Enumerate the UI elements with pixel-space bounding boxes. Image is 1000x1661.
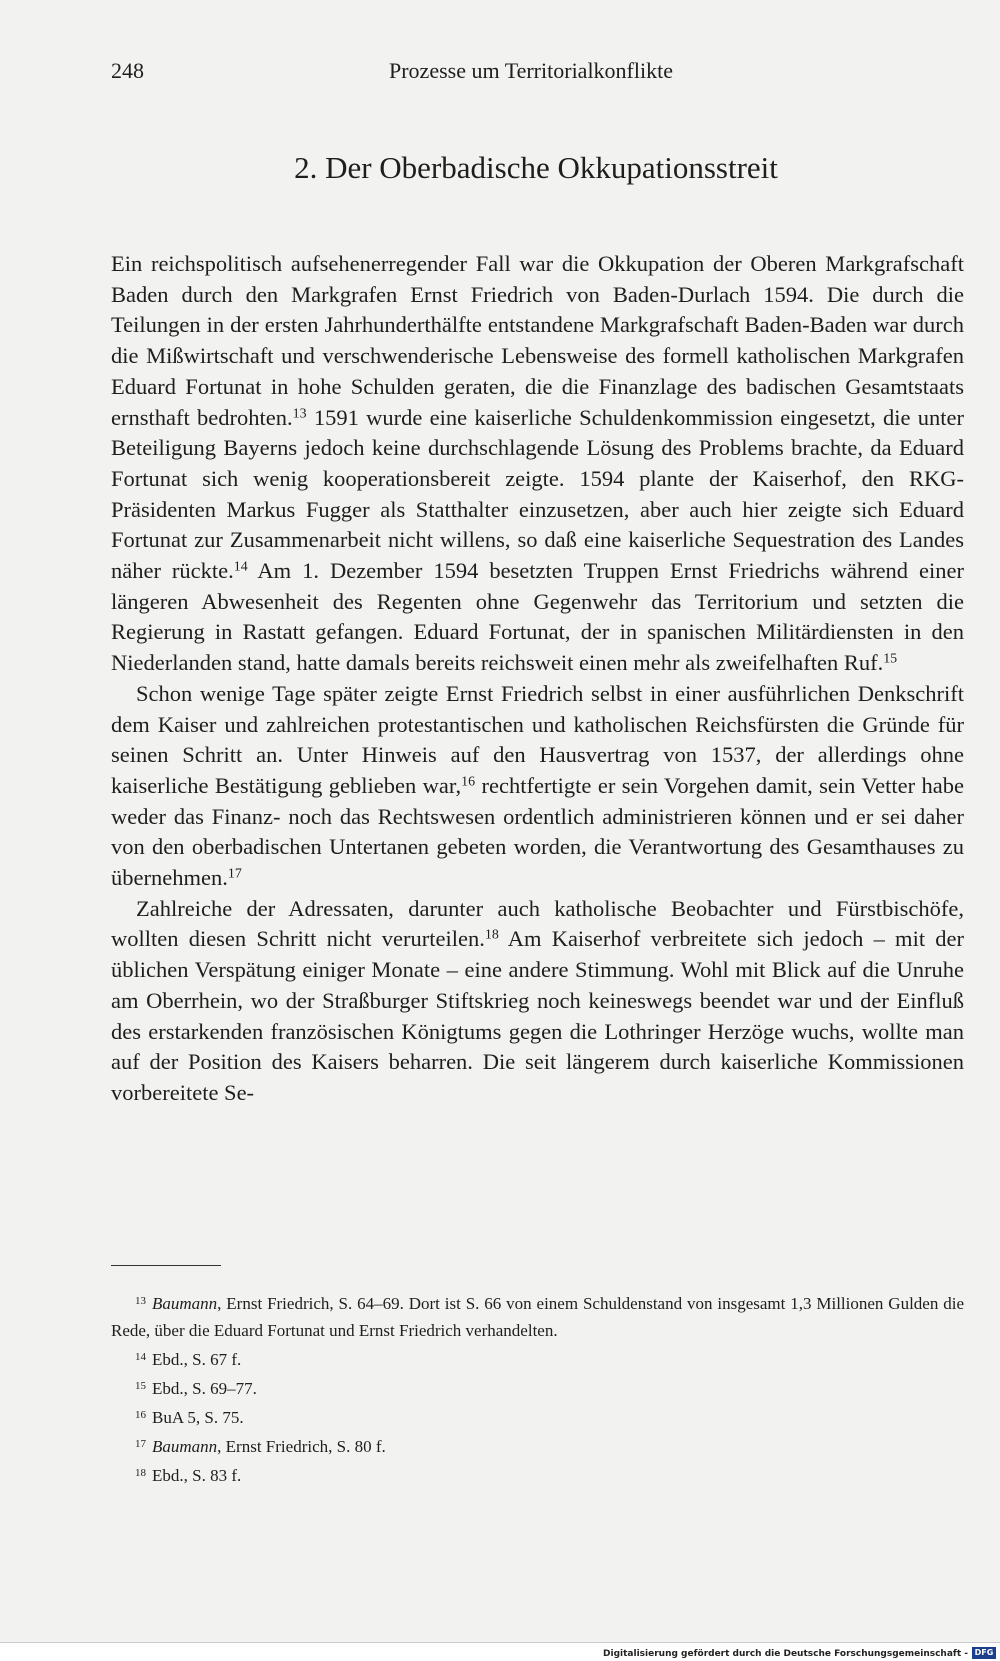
paragraph [111,679,964,894]
text-run: Ein reichspolitisch aufsehenerregender Fall war die Okkupation der Oberen Markgrafschaft Baden durch den Markgrafen Ernst Friedrich von Baden-Durlach 1594. Die durch die Teilungen in der ersten Jahrhunderthälfte entstandene Markgrafschaft Baden-Baden war durch die Mißwirtschaft und verschwenderische Lebensweise des formell katholischen Markgrafen Eduard Fortunat in hohe Schulden geraten, die die Finanzlage des badischen Gesamtstaats ernsthaft bedrohten. [111,251,964,430]
dfg-logo: DFG [972,1647,996,1659]
body-text [111,249,964,1109]
footnote [111,1288,964,1344]
footnote-author: Baumann [152,1437,218,1456]
footnote-text: BuA 5, S. 75. [152,1408,244,1427]
paragraph [111,249,964,679]
page-number: 248 [111,58,144,83]
footnote [111,1460,964,1489]
running-title: Prozesse um Territorialkonflikte [389,58,673,83]
text-run: Schon wenige Tage später zeigte Ernst Friedrich selbst in einer ausführlichen Denkschrift dem Kaiser und zahlreichen protestantischen und katholischen Reichsfürsten die Gründe für seinen Schritt an. Unter Hinweis auf den Hausvertrag von 1537, der allerdings ohne kaiserliche Bestätigung geblieben war, [111,680,964,798]
footnote-text: , Ernst Friedrich, S. 80 f. [217,1437,386,1456]
funding-credit: Digitalisierung gefördert durch die Deutsche Forschungsgemeinschaft - [603,1649,968,1659]
footnote-number: 15 [135,1380,146,1392]
text-run: Zahlreiche der Adressaten, darunter auch katholische Beobachter und Fürstbischöfe, wollten diesen Schritt nicht verurteilen. [111,895,964,952]
footnote-number: 18 [135,1467,146,1479]
footnote-text: Ebd., S. 83 f. [152,1466,242,1485]
text-run: Am Kaiserhof verbreitete sich jedoch – mit der üblichen Verspätung einiger Monate – eine andere Stimmung. Wohl mit Blick auf die Unruhe am Oberrhein, wo der Straßburger Stiftskrieg noch keineswegs beendet war und der Einfluß des erstarkenden französischen Königtums gegen die Lothringer Herzöge wuchs, wollte man auf der Position des Kaisers beharren. Die seit längerem durch kaiserliche Kommissionen vorbereitete Se- [111,926,964,1105]
footnotes [111,1288,964,1489]
footnote-number: 13 [135,1295,146,1307]
text-run: rechtfertigte er sein Vorgehen damit, sein Vetter habe weder das Finanz- noch das Rechtswesen ordentlich administrieren können und er sei daher von den oberbadischen Untertanen gebeten worden, die Verantwortung des Gesamthauses zu übernehmen. [111,772,964,891]
digitization-footer [0,1642,1000,1661]
footnote-text: , Ernst Friedrich, S. 64–69. Dort ist S. 66 von einem Schuldenstand von insgesamt 1,3 Millionen Gulden die Rede, über die Eduard Fortunat und Ernst Friedrich verhandelten. [111,1294,964,1340]
text-run: 1591 wurde eine kaiserliche Schuldenkommission eingesetzt, die unter Beteiligung Bayerns jedoch keine durchschlagende Lösung des Problems brachte, da Eduard Fortunat sich wenig kooperationsbereit zeigte. 1594 plante der Kaiserhof, den RKG-Präsidenten Markus Fugger als Statthalter einzusetzen, aber auch hier zeigte sich Eduard Fortunat zur Zusammenarbeit nicht willens, so daß eine kaiserliche Sequestration des Landes näher rückte. [111,404,964,584]
footnote-author: Baumann [152,1294,218,1313]
footnote-number: 14 [135,1351,146,1363]
footnote-ref[interactable]: 14 [233,559,248,575]
footnote [111,1373,964,1402]
footnote-ref[interactable]: 16 [461,774,476,790]
footnote [111,1402,964,1431]
paragraph [111,894,964,1109]
footnote-ref[interactable]: 17 [227,866,242,882]
footnote [111,1431,964,1460]
footnote-ref[interactable]: 15 [883,651,898,667]
footnote-text: Ebd., S. 69–77. [152,1379,257,1398]
footnote-number: 17 [135,1438,146,1450]
footnote-ref[interactable]: 18 [484,927,499,943]
footnote-text: Ebd., S. 67 f. [152,1350,242,1369]
footnote [111,1344,964,1373]
chapter-title: 2. Der Oberbadische Okkupationsstreit [294,150,778,185]
text-run: Am 1. Dezember 1594 besetzten Truppen Ernst Friedrichs während einer längeren Abwesenheit des Regenten ohne Gegenwehr das Territorium und setzten die Regierung in Rastatt gefangen. Eduard Fortunat, der in spanischen Militärdiensten in den Niederlanden stand, hatte damals bereits reichsweit einen mehr als zweifelhaften Ruf. [111,558,964,676]
footnote-ref[interactable]: 13 [292,405,307,421]
footnote-number: 16 [135,1409,146,1421]
footnote-divider [111,1265,221,1266]
